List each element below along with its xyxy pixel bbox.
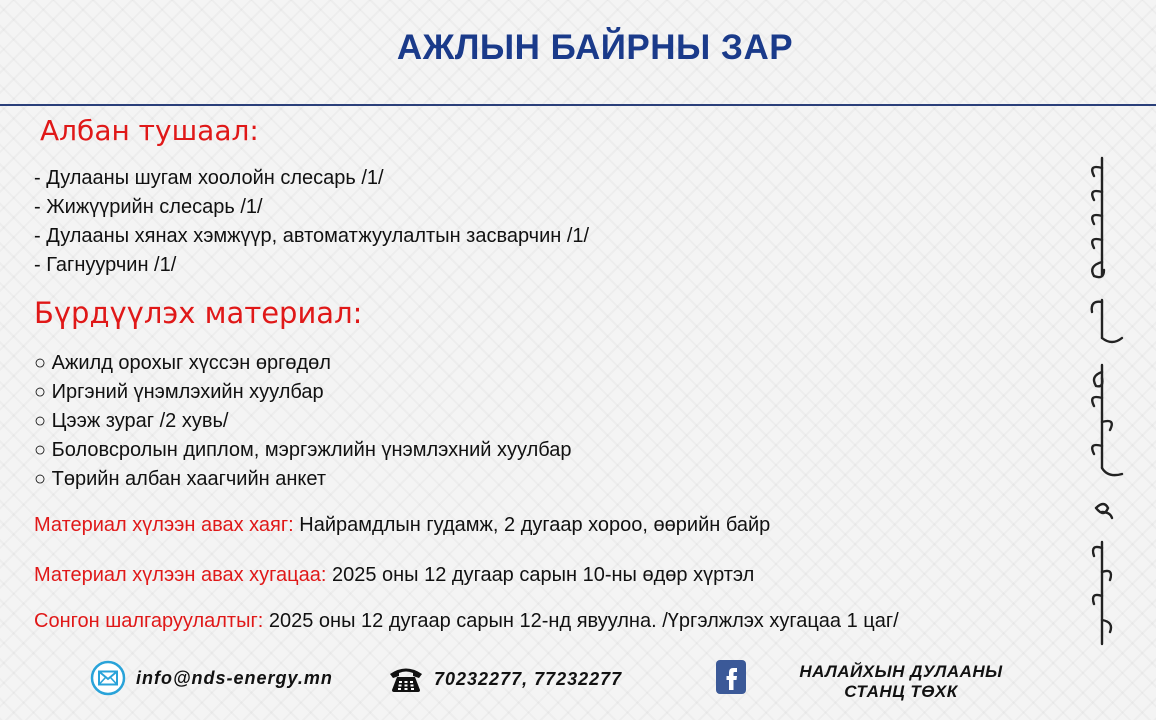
selection-label: Сонгон шалгаруулалтыг: bbox=[34, 610, 264, 632]
mongolian-script-decoration bbox=[1072, 150, 1136, 650]
facebook-icon[interactable] bbox=[716, 660, 746, 694]
deadline-value: 2025 оны 12 дугаар сарын 10-ны өдөр хүртэл bbox=[326, 564, 755, 586]
selection-line bbox=[34, 610, 899, 633]
telephone-icon bbox=[388, 664, 424, 694]
list-item: - Жижүүрийн слесарь /1/ bbox=[34, 196, 263, 218]
email-text[interactable]: info@nds-energy.mn bbox=[136, 667, 333, 688]
address-value: Найрамдлын гудамж, 2 дугаар хороо, өөрийн байр bbox=[293, 514, 771, 536]
list-item: ○ Боловсролын диплом, мэргэжлийн үнэмлэхний хуулбар bbox=[34, 439, 572, 461]
deadline-label: Материал хүлээн авах хугацаа: bbox=[34, 564, 327, 586]
header-divider bbox=[0, 104, 1156, 106]
org-line-1: НАЛАЙХЫН ДУЛААНЫ bbox=[799, 662, 1003, 681]
list-item: - Дулааны хянах хэмжүүр, автоматжуулалтын засварчин /1/ bbox=[34, 225, 590, 247]
materials-list bbox=[34, 349, 572, 494]
page-title: АЖЛЫН БАЙРНЫ ЗАР bbox=[396, 28, 794, 67]
list-item: ○ Ажилд орохыг хүссэн өргөдөл bbox=[34, 352, 331, 374]
positions-list bbox=[34, 164, 589, 280]
phone-contact bbox=[388, 664, 622, 694]
deadline-line bbox=[34, 564, 754, 587]
list-item: - Гагнуурчин /1/ bbox=[34, 254, 177, 276]
list-item: ○ Иргэний үнэмлэхийн хуулбар bbox=[34, 381, 324, 403]
address-label: Материал хүлээн авах хаяг: bbox=[34, 514, 294, 536]
envelope-icon bbox=[90, 660, 126, 696]
phone-text: 70232277, 77232277 bbox=[434, 668, 623, 689]
organization-name bbox=[756, 662, 1046, 702]
materials-heading: Бүрдүүлэх материал: bbox=[34, 296, 363, 330]
selection-value: 2025 оны 12 дугаар сарын 12-нд явуулна. /Үргэлжлэх хугацаа 1 цаг/ bbox=[263, 610, 899, 632]
list-item: - Дулааны шугам хоолойн слесарь /1/ bbox=[34, 167, 384, 189]
list-item: ○ Цээж зураг /2 хувь/ bbox=[34, 410, 229, 432]
org-line-2: СТАНЦ ТӨХК bbox=[844, 682, 958, 701]
email-contact[interactable] bbox=[90, 660, 333, 696]
facebook-link[interactable] bbox=[716, 660, 746, 694]
list-item: ○ Төрийн албан хаагчийн анкет bbox=[34, 468, 327, 490]
positions-heading: Албан тушаал: bbox=[40, 114, 259, 147]
address-line bbox=[34, 514, 770, 537]
